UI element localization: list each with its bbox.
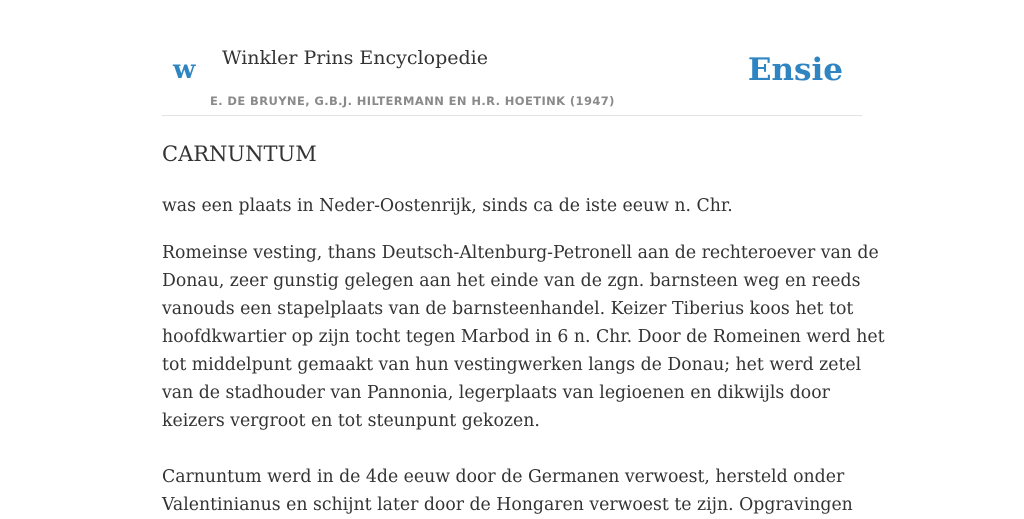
site-title-link[interactable]: Winkler Prins Encyclopedie xyxy=(222,47,488,69)
paragraph-line: Carnuntum werd in de 4de eeuw door de Germanen verwoest, hersteld onder xyxy=(162,467,845,487)
authors-byline: E. DE BRUYNE, G.B.J. HILTERMANN EN H.R. HOETINK (1947) xyxy=(210,94,615,108)
paragraph-line: Donau, zeer gunstig gelegen aan het einde van de zgn. barnsteen weg en reeds xyxy=(162,271,861,291)
paragraph-line: hoofdkwartier op zijn tocht tegen Marbod in 6 n. Chr. Door de Romeinen werd het xyxy=(162,327,885,347)
logo-mark[interactable]: w xyxy=(173,55,196,85)
paragraph-line: keizers vergroot en tot steunpunt gekozen. xyxy=(162,411,540,431)
entry-title: CARNUNTUM xyxy=(162,142,317,166)
paragraph-line: van de stadhouder van Pannonia, legerplaats van legioenen en dikwijls door xyxy=(162,383,830,403)
paragraph-line: vanouds een stapelplaats van de barnsteenhandel. Keizer Tiberius koos het tot xyxy=(162,299,854,319)
paragraph-line: Valentinianus en schijnt later door de Hongaren verwoest te zijn. Opgravingen xyxy=(162,495,853,515)
page xyxy=(162,0,885,515)
paragraph-2 xyxy=(162,239,885,435)
paragraph-line: was een plaats in Neder-Oostenrijk, sinds ca de iste eeuw n. Chr. xyxy=(162,196,733,216)
paragraph-line: Romeinse vesting, thans Deutsch-Altenburg-Petronell aan de rechteroever van de xyxy=(162,243,879,263)
site-header xyxy=(162,0,862,116)
paragraph-line: tot middelpunt gemaakt van hun vestingwerken langs de Donau; het werd zetel xyxy=(162,355,862,375)
paragraph-3 xyxy=(162,463,862,519)
paragraph-1 xyxy=(162,192,862,220)
ensie-brand-logo[interactable]: Ensie xyxy=(747,52,843,88)
